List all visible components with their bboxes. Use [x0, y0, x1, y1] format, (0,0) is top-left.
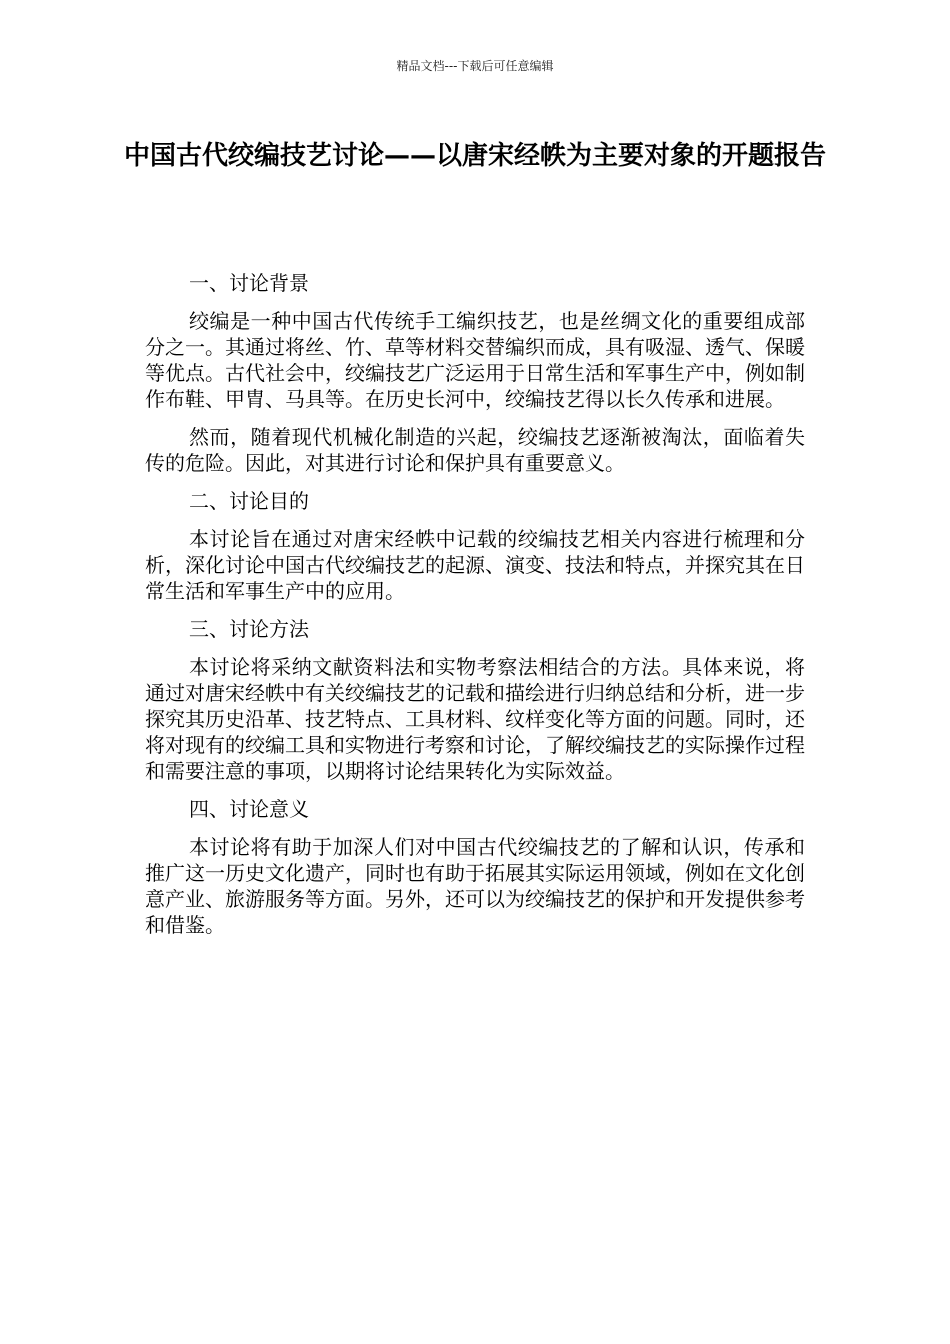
paragraph-background-2: 然而，随着现代机械化制造的兴起，绞编技艺逐渐被淘汰，面临着失传的危险。因此，对其进行讨论和保护具有重要意义。	[145, 425, 805, 475]
paragraph-purpose: 本讨论旨在通过对唐宋经帙中记载的绞编技艺相关内容进行梳理和分析，深化讨论中国古代绞编技艺的起源、演变、技法和特点，并探究其在日常生活和军事生产中的应用。	[145, 527, 805, 603]
document-body	[145, 270, 805, 950]
paragraph-background-1: 绞编是一种中国古代传统手工编织技艺，也是丝绸文化的重要组成部分之一。其通过将丝、竹、草等材料交替编织而成，具有吸湿、透气、保暖等优点。古代社会中，绞编技艺广泛运用于日常生活和军事生产中，例如制作布鞋、甲胄、马具等。在历史长河中，绞编技艺得以长久传承和进展。	[145, 309, 805, 411]
paragraph-method: 本讨论将采纳文献资料法和实物考察法相结合的方法。具体来说，将通过对唐宋经帙中有关绞编技艺的记载和描绘进行归纳总结和分析，进一步探究其历史沿革、技艺特点、工具材料、纹样变化等方面的问题。同时，还将对现有的绞编工具和实物进行考察和讨论，了解绞编技艺的实际操作过程和需要注意的事项，以期将讨论结果转化为实际效益。	[145, 655, 805, 783]
section-heading-method: 三、讨论方法	[189, 617, 309, 641]
header-note: 精品文档---下载后可任意编辑	[396, 59, 554, 73]
document-title: 中国古代绞编技艺讨论——以唐宋经帙为主要对象的开题报告	[123, 141, 826, 171]
section-heading-purpose: 二、讨论目的	[189, 489, 309, 513]
section-heading-significance: 四、讨论意义	[189, 797, 309, 821]
paragraph-significance: 本讨论将有助于加深人们对中国古代绞编技艺的了解和认识，传承和推广这一历史文化遗产，同时也有助于拓展其实际运用领域，例如在文化创意产业、旅游服务等方面。另外，还可以为绞编技艺的保护和开发提供参考和借鉴。	[145, 835, 805, 937]
section-heading-background: 一、讨论背景	[189, 271, 309, 295]
